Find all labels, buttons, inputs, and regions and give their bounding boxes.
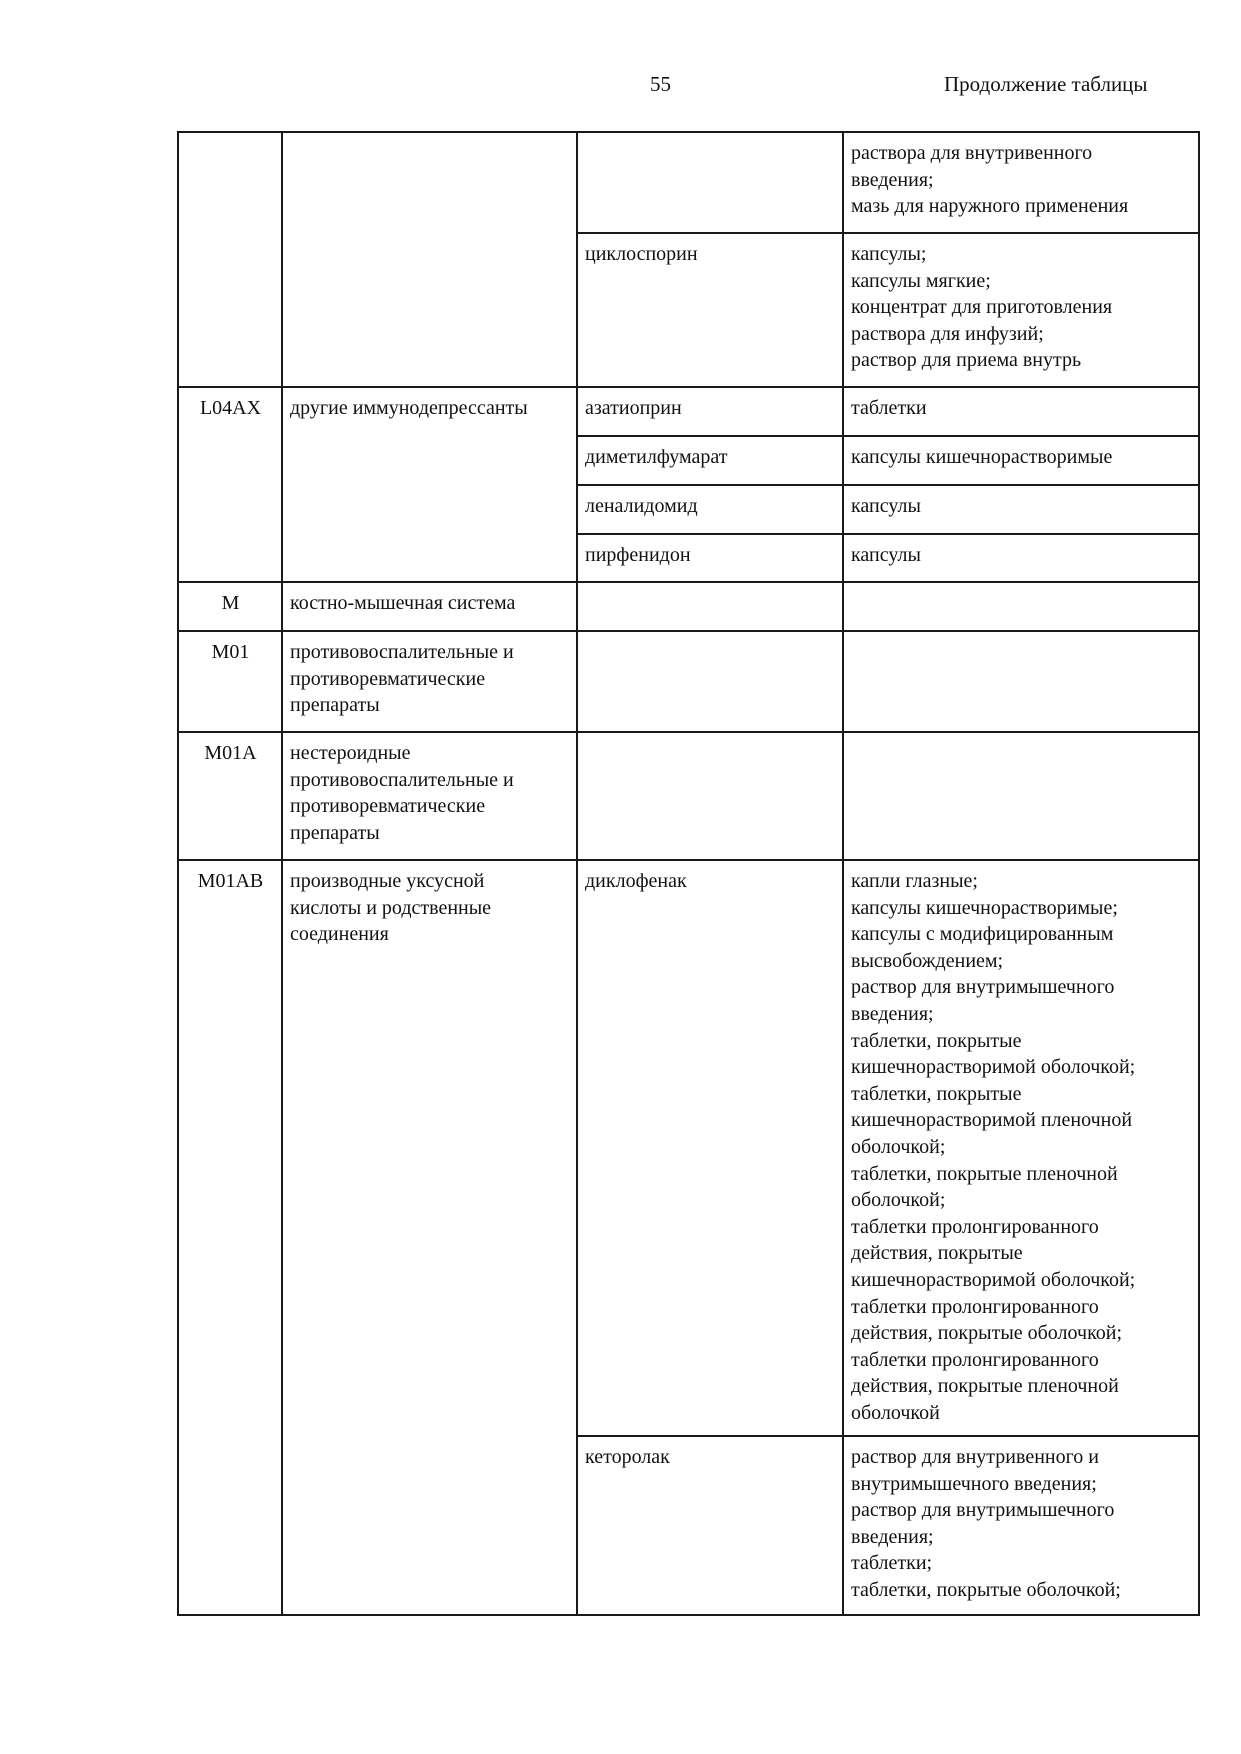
dosage-forms-cell [843, 860, 1199, 1436]
table-row [178, 132, 1199, 233]
dosage-form-line: таблетки, покрытые оболочкой; [851, 1578, 1121, 1601]
dosage-form-line: введения; [851, 1002, 934, 1025]
dosage-form-line: действия, покрытые пленочной [851, 1375, 1119, 1398]
group-name-cell [282, 582, 577, 631]
atc-code-cell: M01 [178, 631, 282, 732]
group-name-line: нестероидные [290, 742, 411, 764]
atc-code-cell: L04AX [178, 387, 282, 582]
dosage-form-line: таблетки, покрытые [851, 1029, 1022, 1052]
dosage-forms-cell [843, 132, 1199, 233]
dosage-form-line: раствор для внутримышечного [851, 976, 1115, 999]
dosage-form-line: таблетки пролонгированного [851, 1295, 1099, 1318]
group-name-line: соединения [290, 923, 389, 946]
drug-name-cell: диметилфумарат [577, 436, 843, 485]
dosage-forms-cell [843, 485, 1199, 534]
dosage-form-line: капсулы; [851, 243, 927, 265]
dosage-form-line: кишечнорастворимой оболочкой; [851, 1268, 1136, 1291]
dosage-form-line: кишечнорастворимой оболочкой; [851, 1056, 1136, 1079]
dosage-forms-cell [843, 1436, 1199, 1615]
atc-code-cell: M [178, 582, 282, 631]
dosage-forms-cell [843, 233, 1199, 387]
dosage-form-line: мазь для наружного применения [851, 195, 1129, 218]
dosage-form-line: капсулы кишечнорастворимые [851, 446, 1113, 468]
dosage-form-line: капсулы [851, 495, 921, 517]
dosage-forms-cell [843, 732, 1199, 860]
group-name-cell [282, 387, 577, 582]
group-name-line: противовоспалительные и [290, 641, 514, 663]
group-name-line: противовоспалительные и [290, 768, 514, 791]
dosage-form-line: таблетки [851, 397, 927, 419]
dosage-form-line: оболочкой; [851, 1135, 946, 1158]
atc-code-cell [178, 132, 282, 387]
drug-name-cell [577, 582, 843, 631]
dosage-form-line: раствор для внутримышечного [851, 1499, 1115, 1522]
dosage-form-line: введения; [851, 168, 934, 191]
atc-code-cell: M01A [178, 732, 282, 860]
dosage-form-line: капли глазные; [851, 870, 978, 892]
dosage-form-line: высвобождением; [851, 949, 1004, 972]
dosage-form-line: капсулы кишечнорастворимые; [851, 896, 1118, 919]
atc-code-cell: M01AB [178, 860, 282, 1615]
drug-name-cell [577, 132, 843, 233]
group-name-cell [282, 860, 577, 1615]
dosage-form-line: капсулы с модифицированным [851, 923, 1114, 946]
group-name-cell [282, 631, 577, 732]
group-name-line: противоревматические [290, 667, 486, 690]
table-row [178, 860, 1199, 1436]
dosage-form-line: капсулы [851, 544, 921, 566]
dosage-form-line: таблетки, покрытые пленочной [851, 1162, 1118, 1185]
dosage-form-line: таблетки пролонгированного [851, 1348, 1099, 1371]
group-name-cell [282, 132, 577, 387]
group-name-line: костно-мышечная система [290, 592, 516, 614]
page-number: 55 [650, 72, 671, 96]
drug-name-cell [577, 732, 843, 860]
group-name-line: препараты [290, 821, 380, 844]
drug-name-cell: пирфенидон [577, 534, 843, 582]
dosage-form-line: оболочкой; [851, 1189, 946, 1212]
group-name-cell [282, 732, 577, 860]
dosage-forms-cell [843, 387, 1199, 436]
drug-name-cell [577, 631, 843, 732]
atc-drug-table [177, 131, 1200, 1616]
dosage-form-line: раствора для внутривенного [851, 142, 1093, 164]
table-row [178, 582, 1199, 631]
group-name-line: противоревматические [290, 795, 486, 818]
drug-name-cell: азатиоприн [577, 387, 843, 436]
table-continuation-label: Продолжение таблицы [944, 72, 1148, 96]
dosage-form-line: действия, покрытые оболочкой; [851, 1322, 1123, 1345]
dosage-form-line: оболочкой [851, 1401, 940, 1424]
dosage-form-line: таблетки пролонгированного [851, 1215, 1099, 1238]
group-name-line: другие иммунодепрессанты [290, 397, 528, 419]
dosage-form-line: таблетки; [851, 1552, 933, 1575]
dosage-form-line: действия, покрытые [851, 1242, 1023, 1265]
table-row [178, 631, 1199, 732]
dosage-forms-cell [843, 582, 1199, 631]
dosage-form-line: раствор для приема внутрь [851, 349, 1082, 372]
dosage-form-line: капсулы мягкие; [851, 269, 991, 292]
dosage-form-line: раствор для внутривенного и [851, 1446, 1100, 1468]
drug-name-cell: диклофенак [577, 860, 843, 1436]
dosage-form-line: внутримышечного введения; [851, 1472, 1097, 1495]
table-row [178, 732, 1199, 860]
drug-name-cell: леналидомид [577, 485, 843, 534]
dosage-forms-cell [843, 534, 1199, 582]
dosage-forms-cell [843, 631, 1199, 732]
group-name-line: кислоты и родственные [290, 896, 492, 919]
dosage-forms-cell [843, 436, 1199, 485]
drug-name-cell: циклоспорин [577, 233, 843, 387]
dosage-form-line: введения; [851, 1525, 934, 1548]
table-row [178, 387, 1199, 436]
group-name-line: производные уксусной [290, 870, 485, 892]
dosage-form-line: кишечнорастворимой пленочной [851, 1109, 1133, 1132]
dosage-form-line: раствора для инфузий; [851, 322, 1044, 345]
drug-name-cell: кеторолак [577, 1436, 843, 1615]
dosage-form-line: концентрат для приготовления [851, 296, 1113, 319]
dosage-form-line: таблетки, покрытые [851, 1082, 1022, 1105]
group-name-line: препараты [290, 694, 380, 717]
